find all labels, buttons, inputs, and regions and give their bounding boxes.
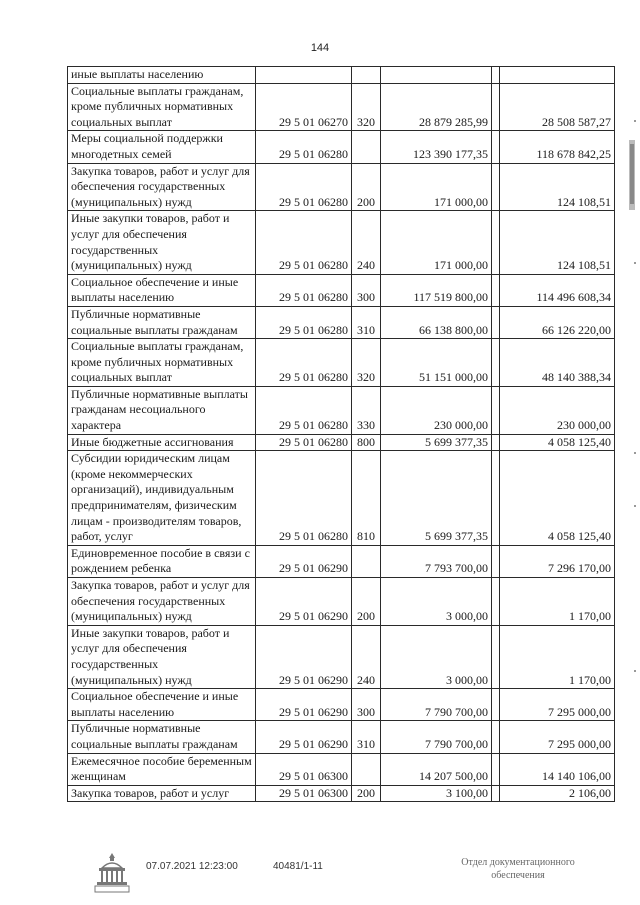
table-row (68, 434, 615, 451)
row-name-cell: Иные закупки товаров, работ и услуг для обеспечения государственных (муниципальных) нужд (68, 625, 256, 688)
duma-logo-icon (92, 850, 132, 894)
row-fact-amount-cell: 7 296 170,00 (500, 545, 615, 577)
table-row (68, 163, 615, 211)
row-plan-amount-cell: 3 100,00 (381, 785, 492, 802)
row-plan-amount-cell: 66 138 800,00 (381, 306, 492, 338)
row-kind-cell (352, 67, 381, 84)
row-fact-amount-cell (500, 67, 615, 84)
row-plan-amount-cell: 7 793 700,00 (381, 545, 492, 577)
row-gap-cell (492, 339, 500, 387)
row-code-cell: 29 5 01 06270 (256, 83, 352, 131)
row-name-cell: Публичные нормативные выплаты гражданам несоциального характера (68, 386, 256, 434)
footer-doc-number: 40481/1-11 (273, 861, 323, 872)
row-gap-cell (492, 545, 500, 577)
table-row (68, 339, 615, 387)
row-fact-amount-cell: 4 058 125,40 (500, 434, 615, 451)
row-plan-amount-cell: 14 207 500,00 (381, 753, 492, 785)
row-gap-cell (492, 274, 500, 306)
scan-dot (634, 670, 636, 672)
scan-edge-mark (627, 140, 637, 210)
row-name-cell: Социальное обеспечение и иные выплаты населению (68, 274, 256, 306)
row-plan-amount-cell: 28 879 285,99 (381, 83, 492, 131)
row-kind-cell: 300 (352, 274, 381, 306)
row-code-cell: 29 5 01 06280 (256, 274, 352, 306)
row-code-cell: 29 5 01 06300 (256, 753, 352, 785)
table-row (68, 211, 615, 274)
row-gap-cell (492, 625, 500, 688)
row-fact-amount-cell: 1 170,00 (500, 625, 615, 688)
row-plan-amount-cell: 7 790 700,00 (381, 689, 492, 721)
row-name-cell: Иные закупки товаров, работ и услуг для обеспечения государственных (муниципальных) нужд (68, 211, 256, 274)
row-plan-amount-cell: 7 790 700,00 (381, 721, 492, 753)
row-gap-cell (492, 721, 500, 753)
row-plan-amount-cell: 171 000,00 (381, 211, 492, 274)
row-gap-cell (492, 131, 500, 163)
row-name-cell: Меры социальной поддержки многодетных семей (68, 131, 256, 163)
footer-datetime: 07.07.2021 12:23:00 (146, 861, 238, 872)
row-plan-amount-cell: 171 000,00 (381, 163, 492, 211)
row-name-cell: Иные бюджетные ассигнования (68, 434, 256, 451)
row-kind-cell: 310 (352, 306, 381, 338)
row-fact-amount-cell: 7 295 000,00 (500, 721, 615, 753)
table-row (68, 578, 615, 626)
row-gap-cell (492, 306, 500, 338)
row-name-cell: Социальные выплаты гражданам, кроме публичных нормативных социальных выплат (68, 339, 256, 387)
row-gap-cell (492, 689, 500, 721)
row-kind-cell: 320 (352, 339, 381, 387)
row-code-cell: 29 5 01 06300 (256, 785, 352, 802)
scan-dot (634, 505, 636, 507)
row-plan-amount-cell: 123 390 177,35 (381, 131, 492, 163)
row-kind-cell: 810 (352, 451, 381, 546)
row-fact-amount-cell: 4 058 125,40 (500, 451, 615, 546)
row-code-cell: 29 5 01 06280 (256, 131, 352, 163)
row-code-cell (256, 67, 352, 84)
row-fact-amount-cell: 114 496 608,34 (500, 274, 615, 306)
row-fact-amount-cell: 7 295 000,00 (500, 689, 615, 721)
row-code-cell: 29 5 01 06280 (256, 306, 352, 338)
row-gap-cell (492, 67, 500, 84)
row-code-cell: 29 5 01 06280 (256, 339, 352, 387)
row-fact-amount-cell: 118 678 842,25 (500, 131, 615, 163)
row-code-cell: 29 5 01 06280 (256, 451, 352, 546)
row-fact-amount-cell: 124 108,51 (500, 163, 615, 211)
row-name-cell: Субсидии юридическим лицам (кроме некоммерческих организаций), индивидуальным предпринимателям, физическим лицам - производителям товаров, работ, услуг (68, 451, 256, 546)
row-fact-amount-cell: 28 508 587,27 (500, 83, 615, 131)
row-kind-cell: 330 (352, 386, 381, 434)
row-kind-cell (352, 545, 381, 577)
row-gap-cell (492, 785, 500, 802)
row-gap-cell (492, 753, 500, 785)
row-kind-cell: 800 (352, 434, 381, 451)
row-name-cell: Социальные выплаты гражданам, кроме публичных нормативных социальных выплат (68, 83, 256, 131)
row-kind-cell: 200 (352, 785, 381, 802)
row-plan-amount-cell: 3 000,00 (381, 578, 492, 626)
table-row (68, 386, 615, 434)
budget-table (67, 66, 615, 802)
row-gap-cell (492, 163, 500, 211)
table-row (68, 545, 615, 577)
table-row (68, 274, 615, 306)
stamp-line-2: обеспечения (491, 870, 545, 881)
row-code-cell: 29 5 01 06280 (256, 163, 352, 211)
row-code-cell: 29 5 01 06280 (256, 434, 352, 451)
row-fact-amount-cell: 124 108,51 (500, 211, 615, 274)
row-code-cell: 29 5 01 06280 (256, 386, 352, 434)
row-plan-amount-cell: 51 151 000,00 (381, 339, 492, 387)
scan-dot (634, 262, 636, 264)
row-gap-cell (492, 386, 500, 434)
row-code-cell: 29 5 01 06290 (256, 721, 352, 753)
row-kind-cell: 310 (352, 721, 381, 753)
table-row (68, 753, 615, 785)
row-kind-cell (352, 131, 381, 163)
budget-table-body (68, 67, 615, 802)
row-kind-cell: 200 (352, 163, 381, 211)
row-name-cell: Социальное обеспечение и иные выплаты населению (68, 689, 256, 721)
row-gap-cell (492, 83, 500, 131)
table-row (68, 721, 615, 753)
row-name-cell: Закупка товаров, работ и услуг (68, 785, 256, 802)
row-kind-cell: 300 (352, 689, 381, 721)
row-plan-amount-cell (381, 67, 492, 84)
table-row (68, 83, 615, 131)
stamp-line-1: Отдел документационного (461, 857, 575, 868)
row-kind-cell (352, 753, 381, 785)
scan-dot (634, 452, 636, 454)
row-fact-amount-cell: 14 140 106,00 (500, 753, 615, 785)
row-kind-cell: 240 (352, 625, 381, 688)
row-fact-amount-cell: 1 170,00 (500, 578, 615, 626)
row-gap-cell (492, 211, 500, 274)
table-row (68, 306, 615, 338)
row-code-cell: 29 5 01 06290 (256, 578, 352, 626)
row-code-cell: 29 5 01 06290 (256, 545, 352, 577)
table-row (68, 131, 615, 163)
row-name-cell: иные выплаты населению (68, 67, 256, 84)
table-row (68, 625, 615, 688)
row-code-cell: 29 5 01 06280 (256, 211, 352, 274)
row-name-cell: Публичные нормативные социальные выплаты гражданам (68, 306, 256, 338)
table-row (68, 689, 615, 721)
row-kind-cell: 200 (352, 578, 381, 626)
row-fact-amount-cell: 48 140 388,34 (500, 339, 615, 387)
row-fact-amount-cell: 66 126 220,00 (500, 306, 615, 338)
row-plan-amount-cell: 230 000,00 (381, 386, 492, 434)
row-name-cell: Закупка товаров, работ и услуг для обеспечения государственных (муниципальных) нужд (68, 163, 256, 211)
page-number: 144 (310, 42, 330, 54)
row-gap-cell (492, 451, 500, 546)
row-kind-cell: 240 (352, 211, 381, 274)
row-gap-cell (492, 434, 500, 451)
row-code-cell: 29 5 01 06290 (256, 689, 352, 721)
row-name-cell: Ежемесячное пособие беременным женщинам (68, 753, 256, 785)
row-plan-amount-cell: 3 000,00 (381, 625, 492, 688)
table-row (68, 451, 615, 546)
row-name-cell: Единовременное пособие в связи с рождением ребенка (68, 545, 256, 577)
table-row (68, 67, 615, 84)
row-fact-amount-cell: 2 106,00 (500, 785, 615, 802)
row-name-cell: Публичные нормативные социальные выплаты гражданам (68, 721, 256, 753)
row-plan-amount-cell: 117 519 800,00 (381, 274, 492, 306)
department-stamp (448, 856, 588, 882)
scan-dot (634, 120, 636, 122)
row-name-cell: Закупка товаров, работ и услуг для обеспечения государственных (муниципальных) нужд (68, 578, 256, 626)
row-kind-cell: 320 (352, 83, 381, 131)
row-code-cell: 29 5 01 06290 (256, 625, 352, 688)
row-gap-cell (492, 578, 500, 626)
row-plan-amount-cell: 5 699 377,35 (381, 434, 492, 451)
row-fact-amount-cell: 230 000,00 (500, 386, 615, 434)
table-row (68, 785, 615, 802)
row-plan-amount-cell: 5 699 377,35 (381, 451, 492, 546)
